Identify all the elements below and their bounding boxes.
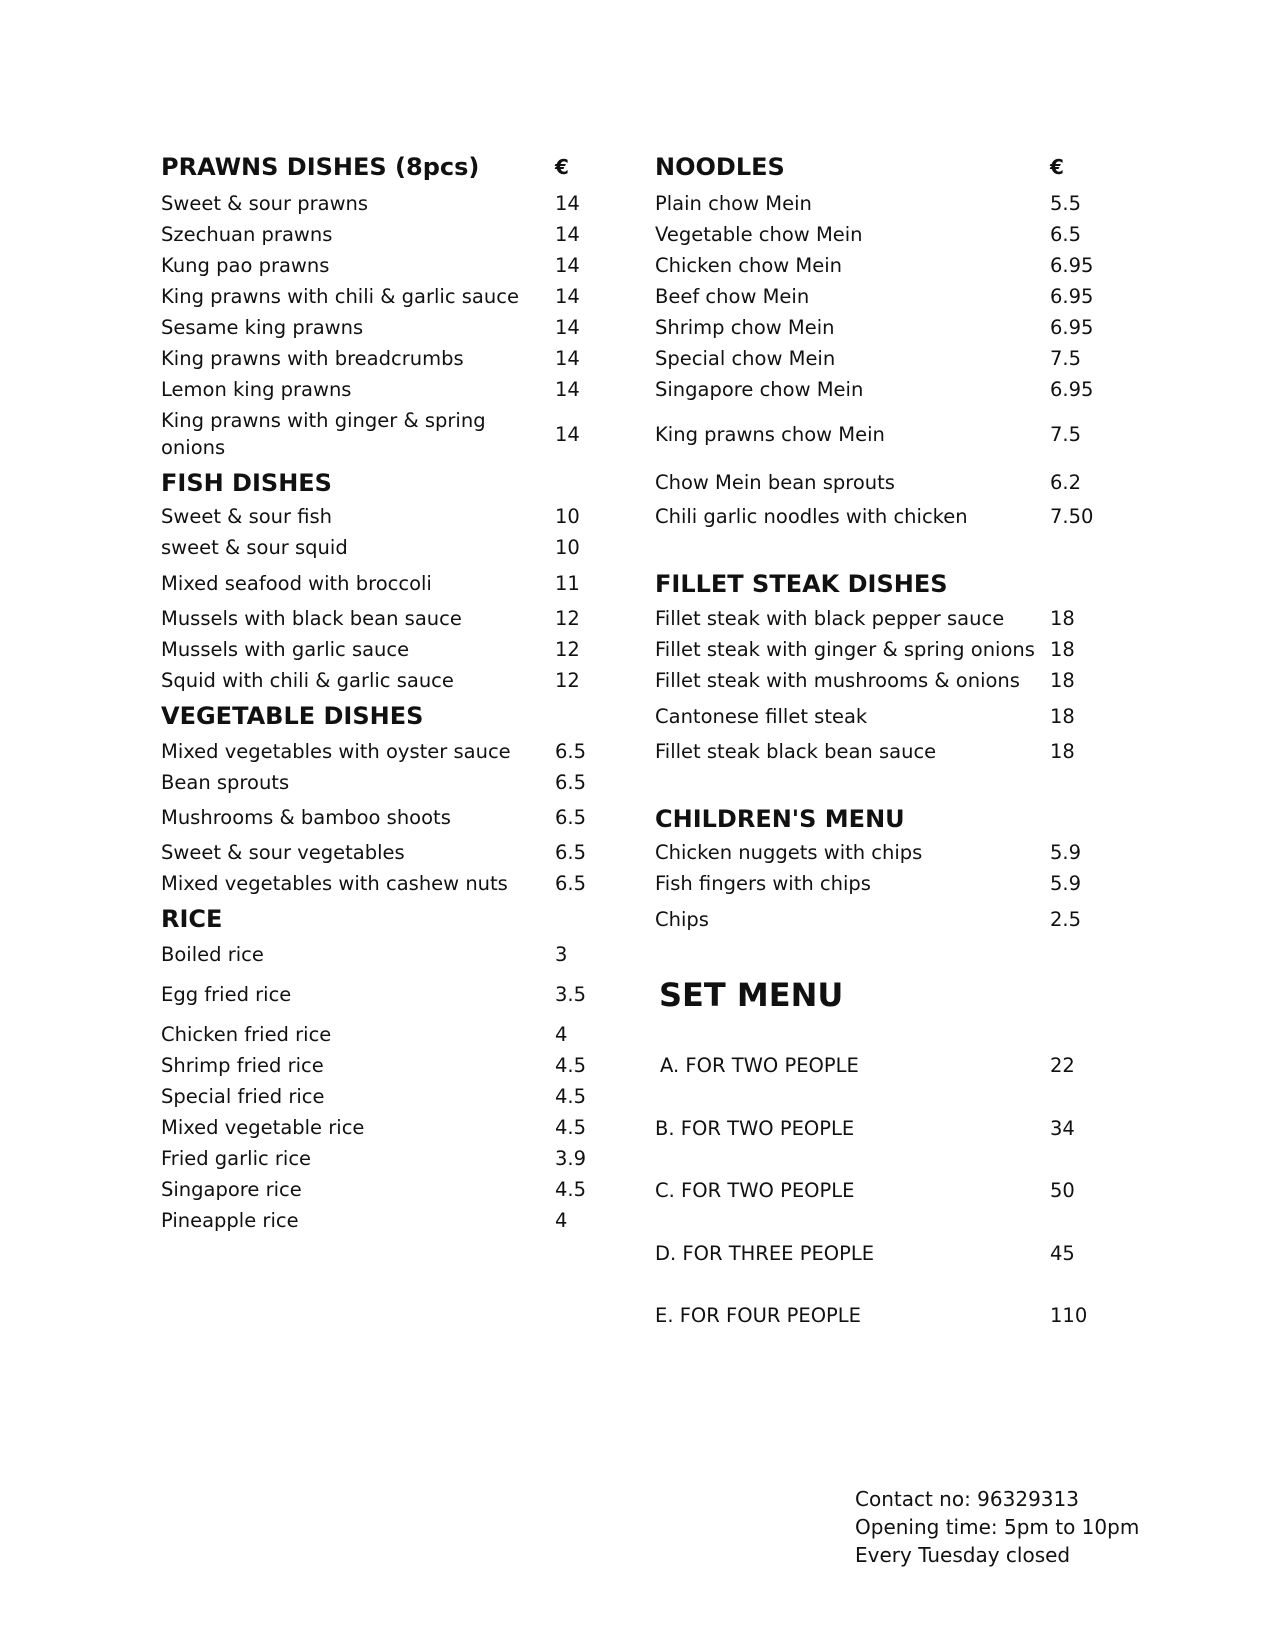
- item-name: D. FOR THREE PEOPLE: [655, 1242, 875, 1265]
- item-price: 4: [555, 1209, 568, 1232]
- item-name: Chow Mein bean sprouts: [655, 471, 895, 494]
- item-name: King prawns with ginger & spring onions: [161, 409, 486, 459]
- item-price: 14: [555, 223, 580, 246]
- section-title-childrens-menu: CHILDREN'S MENU: [655, 805, 905, 833]
- item-price: 11: [555, 572, 580, 595]
- item-name: C. FOR TWO PEOPLE: [655, 1179, 855, 1202]
- item-name: Cantonese fillet steak: [655, 705, 868, 728]
- item-price: 18: [1050, 607, 1075, 630]
- item-price: 5.9: [1050, 872, 1082, 895]
- item-price: 6.5: [555, 771, 587, 794]
- item-name: Mussels with black bean sauce: [161, 607, 462, 630]
- item-price: 3.5: [555, 983, 587, 1006]
- item-price: 34: [1050, 1117, 1075, 1140]
- item-price: 12: [555, 638, 580, 661]
- contact-phone: Contact no: 96329313: [855, 1487, 1079, 1511]
- item-price: 14: [555, 347, 580, 370]
- item-name: Szechuan prawns: [161, 223, 333, 246]
- item-price: 12: [555, 607, 580, 630]
- item-price: 2.5: [1050, 908, 1082, 931]
- item-price: 18: [1050, 740, 1075, 763]
- item-name: Fillet steak with black pepper sauce: [655, 607, 1005, 630]
- item-name: Fillet steak with ginger & spring onions: [655, 638, 1035, 661]
- item-price: 7.50: [1050, 505, 1094, 528]
- set-menu-title: SET MENU: [659, 976, 844, 1014]
- item-name: Bean sprouts: [161, 771, 290, 794]
- item-price: 18: [1050, 669, 1075, 692]
- section-title-rice: RICE: [161, 905, 223, 933]
- item-price: 14: [555, 254, 580, 277]
- item-price: 6.95: [1050, 316, 1094, 339]
- item-name: Pineapple rice: [161, 1209, 299, 1232]
- item-name: Fish fingers with chips: [655, 872, 871, 895]
- item-name: Singapore rice: [161, 1178, 302, 1201]
- item-price: 4.5: [555, 1054, 587, 1077]
- section-title-fillet-steak: FILLET STEAK DISHES: [655, 570, 948, 598]
- item-price: 7.5: [1050, 423, 1082, 446]
- item-price: 14: [555, 423, 580, 446]
- item-price: 50: [1050, 1179, 1075, 1202]
- item-name: A. FOR TWO PEOPLE: [660, 1054, 859, 1077]
- item-name: Beef chow Mein: [655, 285, 810, 308]
- item-name: Sweet & sour fish: [161, 505, 333, 528]
- item-name: Mussels with garlic sauce: [161, 638, 410, 661]
- item-price: 4.5: [555, 1178, 587, 1201]
- item-price: 12: [555, 669, 580, 692]
- item-name: Chili garlic noodles with chicken: [655, 505, 968, 528]
- item-price: 3.9: [555, 1147, 587, 1170]
- item-price: 6.5: [555, 841, 587, 864]
- item-name: Kung pao prawns: [161, 254, 330, 277]
- item-name: Plain chow Mein: [655, 192, 812, 215]
- item-name: Sweet & sour vegetables: [161, 841, 405, 864]
- item-price: 10: [555, 536, 580, 559]
- item-name: Shrimp fried rice: [161, 1054, 324, 1077]
- item-name: Sweet & sour prawns: [161, 192, 369, 215]
- item-price: 4.5: [555, 1116, 587, 1139]
- item-name: Fried garlic rice: [161, 1147, 312, 1170]
- item-name: Singapore chow Mein: [655, 378, 864, 401]
- item-price: 14: [555, 285, 580, 308]
- item-price: 5.9: [1050, 841, 1082, 864]
- currency-symbol: €: [555, 155, 569, 179]
- item-price: 6.95: [1050, 285, 1094, 308]
- item-price: 6.5: [1050, 223, 1082, 246]
- item-price: 14: [555, 378, 580, 401]
- item-name: Mixed vegetables with oyster sauce: [161, 740, 511, 763]
- contact-info: [855, 1485, 1139, 1569]
- item-name: Mixed vegetable rice: [161, 1116, 365, 1139]
- opening-hours: Opening time: 5pm to 10pm: [855, 1515, 1140, 1539]
- item-name: Special fried rice: [161, 1085, 325, 1108]
- item-price: 7.5: [1050, 347, 1082, 370]
- item-price: 6.95: [1050, 378, 1094, 401]
- item-name: sweet & sour squid: [161, 536, 348, 559]
- item-name: Boiled rice: [161, 943, 264, 966]
- item-price: 5.5: [1050, 192, 1082, 215]
- item-name: Egg fried rice: [161, 983, 292, 1006]
- item-name: Chicken nuggets with chips: [655, 841, 923, 864]
- item-price: 6.2: [1050, 471, 1082, 494]
- item-name: E. FOR FOUR PEOPLE: [655, 1304, 861, 1327]
- item-name: Chicken fried rice: [161, 1023, 332, 1046]
- item-price: 3: [555, 943, 568, 966]
- section-title-vegetable: VEGETABLE DISHES: [161, 702, 424, 730]
- item-name: Squid with chili & garlic sauce: [161, 669, 454, 692]
- item-name: Special chow Mein: [655, 347, 836, 370]
- item-name: Fillet steak black bean sauce: [655, 740, 937, 763]
- item-price: 18: [1050, 705, 1075, 728]
- item-price: 6.5: [555, 872, 587, 895]
- item-name: Lemon king prawns: [161, 378, 352, 401]
- item-price: 4: [555, 1023, 568, 1046]
- item-price: 18: [1050, 638, 1075, 661]
- item-name: Shrimp chow Mein: [655, 316, 835, 339]
- section-title-prawns: PRAWNS DISHES (8pcs): [161, 153, 480, 181]
- item-name: King prawns with chili & garlic sauce: [161, 285, 519, 308]
- item-name: B. FOR TWO PEOPLE: [655, 1117, 855, 1140]
- item-name: Mixed vegetables with cashew nuts: [161, 872, 508, 895]
- item-name: Fillet steak with mushrooms & onions: [655, 669, 1020, 692]
- currency-symbol: €: [1050, 155, 1064, 179]
- item-price: 10: [555, 505, 580, 528]
- item-price: 14: [555, 192, 580, 215]
- item-name: Chicken chow Mein: [655, 254, 843, 277]
- item-name: King prawns chow Mein: [655, 423, 885, 446]
- item-name: King prawns with breadcrumbs: [161, 347, 464, 370]
- item-price: 4.5: [555, 1085, 587, 1108]
- item-name: Mixed seafood with broccoli: [161, 572, 432, 595]
- item-price: 14: [555, 316, 580, 339]
- item-price: 6.5: [555, 806, 587, 829]
- item-price: 6.95: [1050, 254, 1094, 277]
- item-price: 22: [1050, 1054, 1075, 1077]
- item-name: Sesame king prawns: [161, 316, 364, 339]
- item-price: 110: [1050, 1304, 1088, 1327]
- section-title-fish: FISH DISHES: [161, 469, 332, 497]
- item-name: Vegetable chow Mein: [655, 223, 863, 246]
- item-name: Mushrooms & bamboo shoots: [161, 806, 451, 829]
- item-price: 6.5: [555, 740, 587, 763]
- item-name: Chips: [655, 908, 709, 931]
- closing-day: Every Tuesday closed: [855, 1543, 1071, 1567]
- item-price: 45: [1050, 1242, 1075, 1265]
- section-title-noodles: NOODLES: [655, 153, 785, 181]
